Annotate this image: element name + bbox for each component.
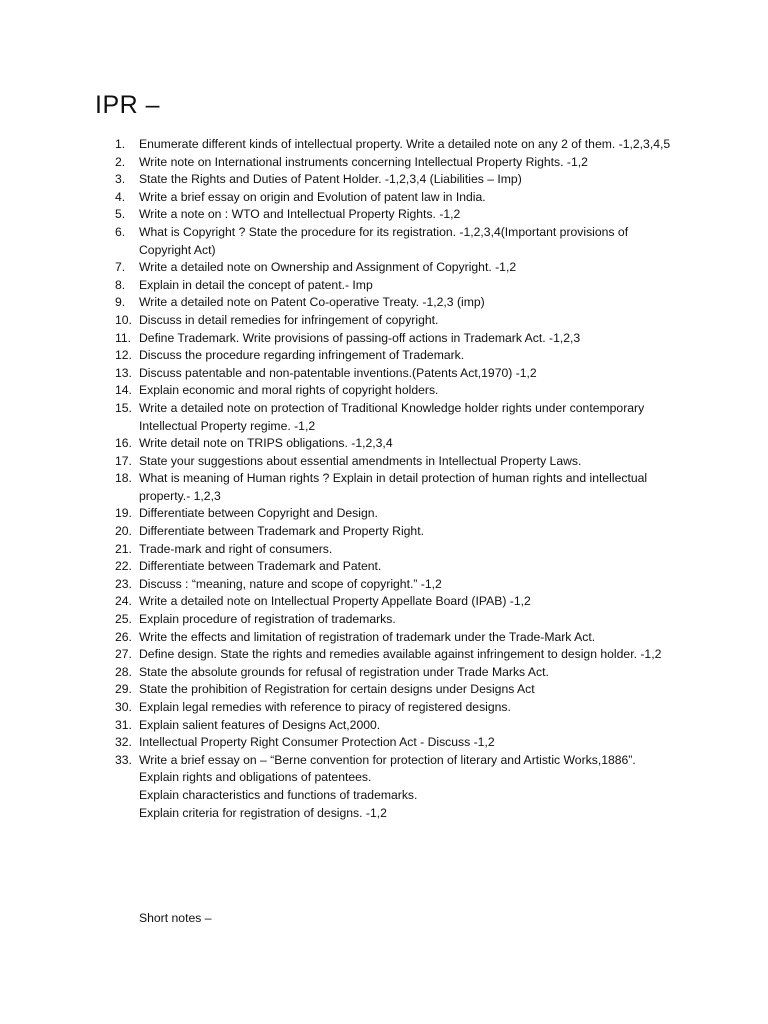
question-text: Explain in detail the concept of patent.- Imp — [139, 277, 373, 292]
question-item — [0, 400, 768, 435]
question-text: Define design. State the rights and remedies available against infringement to design holder. -1,2 — [139, 647, 662, 662]
question-text: Differentiate between Trademark and Property Right. — [139, 524, 424, 539]
question-number: 30. — [115, 700, 132, 714]
question-number: 11. — [115, 330, 132, 345]
question-item — [0, 171, 768, 189]
question-number: 12. — [115, 348, 132, 363]
question-text: Explain procedure of registration of trademarks. — [139, 612, 396, 627]
question-text: Discuss patentable and non-patentable inventions.(Patents Act,1970) -1,2 — [139, 365, 537, 380]
question-text: State the prohibition of Registration for certain designs under Designs Act — [139, 682, 535, 697]
question-number: 7. — [115, 260, 126, 275]
question-number: 2. — [115, 154, 126, 169]
question-text: Discuss the procedure regarding infringement of Trademark. — [139, 348, 465, 363]
question-item — [0, 136, 768, 154]
question-item — [0, 505, 768, 523]
question-text: Write a detailed note on Ownership and Assignment of Copyright. -1,2 — [139, 260, 517, 275]
question-item — [0, 259, 768, 277]
question-text: Explain salient features of Designs Act,2000. — [139, 717, 381, 732]
question-number: 15. — [115, 400, 132, 415]
question-number: 10. — [115, 312, 132, 327]
question-text: Write a detailed note on protection of Traditional Knowledge holder rights under contemporary Intellectual Property regime. -1,2 — [139, 400, 645, 433]
question-item — [0, 541, 768, 559]
question-item — [0, 470, 768, 505]
question-number: 22. — [115, 559, 132, 574]
question-text: Write a note on : WTO and Intellectual Property Rights. -1,2 — [139, 207, 461, 222]
question-text: Explain legal remedies with reference to piracy of registered designs. — [139, 700, 511, 714]
unnumbered-question: Explain characteristics and functions of trademarks. — [139, 787, 418, 802]
question-text: What is meaning of Human rights ? Explain in detail protection of human rights and intellectual property.- 1,2,3 — [139, 471, 648, 503]
question-number: 31. — [115, 717, 132, 732]
question-item — [0, 646, 768, 664]
question-number: 13. — [115, 365, 132, 380]
question-text: Explain economic and moral rights of copyright holders. — [139, 383, 439, 398]
question-text: Discuss : “meaning, nature and scope of copyright.” -1,2 — [139, 576, 442, 591]
question-item — [0, 330, 768, 348]
question-text: Write note on International instruments concerning Intellectual Property Rights. -1,2 — [139, 154, 588, 169]
question-text: Write detail note on TRIPS obligations. -1,2,3,4 — [139, 436, 393, 451]
question-item — [0, 312, 768, 330]
question-text: Enumerate different kinds of intellectual property. Write a detailed note on any 2 of them. -1,2,3,4,5 — [139, 137, 671, 151]
question-text: Differentiate between Copyright and Design. — [139, 506, 378, 521]
question-number: 19. — [115, 506, 132, 521]
question-item — [0, 277, 768, 295]
question-number: 16. — [115, 436, 132, 451]
question-item — [0, 189, 768, 207]
question-number: 9. — [115, 295, 126, 310]
question-text: Define Trademark. Write provisions of passing-off actions in Trademark Act. -1,2,3 — [139, 330, 581, 345]
question-item — [0, 752, 768, 770]
question-text: Discuss in detail remedies for infringement of copyright. — [139, 312, 439, 327]
question-text: State the absolute grounds for refusal of registration under Trade Marks Act. — [139, 664, 549, 679]
question-number: 29. — [115, 682, 132, 697]
question-number: 17. — [115, 453, 132, 468]
question-number: 1. — [115, 137, 126, 151]
question-number: 3. — [115, 172, 126, 187]
question-item — [0, 347, 768, 365]
question-item — [0, 681, 768, 699]
question-number: 28. — [115, 664, 132, 679]
question-text: Intellectual Property Right Consumer Protection Act - Discuss -1,2 — [139, 735, 495, 750]
question-item — [0, 154, 768, 172]
question-number: 18. — [115, 471, 132, 486]
question-number: 20. — [115, 524, 132, 539]
question-item — [0, 699, 768, 717]
question-item — [0, 734, 768, 752]
question-number: 27. — [115, 647, 132, 662]
question-item — [0, 558, 768, 576]
short-notes-heading: Short notes – — [139, 911, 212, 925]
question-number: 23. — [115, 576, 132, 591]
question-number: 5. — [115, 207, 126, 222]
question-item — [0, 365, 768, 383]
question-text: State the Rights and Duties of Patent Holder. -1,2,3,4 (Liabilities – Imp) — [139, 172, 522, 187]
question-item — [0, 576, 768, 594]
question-number: 25. — [115, 612, 132, 627]
unnumbered-question: Explain criteria for registration of designs. -1,2 — [139, 805, 387, 820]
question-item — [0, 629, 768, 647]
question-text: Write a detailed note on Intellectual Property Appellate Board (IPAB) -1,2 — [139, 594, 531, 609]
page-title: IPR – — [95, 91, 161, 119]
question-text: Write a detailed note on Patent Co-operative Treaty. -1,2,3 (imp) — [139, 295, 485, 310]
question-text: State your suggestions about essential amendments in Intellectual Property Laws. — [139, 453, 582, 468]
question-text: Write a brief essay on – “Berne convention for protection of literary and Artistic Works,1886”. — [139, 752, 636, 767]
question-item — [0, 435, 768, 453]
question-number: 33. — [115, 752, 132, 767]
question-item — [0, 294, 768, 312]
question-text: Write a brief essay on origin and Evolution of patent law in India. — [139, 189, 486, 204]
question-item — [0, 453, 768, 471]
question-item — [0, 224, 768, 259]
question-item — [0, 664, 768, 682]
question-text: Trade-mark and right of consumers. — [139, 541, 333, 556]
question-item — [0, 523, 768, 541]
unnumbered-question: Explain rights and obligations of patentees. — [139, 770, 372, 785]
question-number: 26. — [115, 629, 132, 644]
question-number: 4. — [115, 189, 126, 204]
question-number: 6. — [115, 224, 126, 239]
question-item — [0, 593, 768, 611]
question-text: Write the effects and limitation of registration of trademark under the Trade-Mark Act. — [139, 629, 596, 644]
question-item — [0, 717, 768, 735]
question-item — [0, 206, 768, 224]
question-item — [0, 611, 768, 629]
question-number: 14. — [115, 383, 132, 398]
question-text: Differentiate between Trademark and Patent. — [139, 559, 382, 574]
question-item — [0, 382, 768, 400]
question-number: 32. — [115, 735, 132, 750]
question-number: 21. — [115, 541, 132, 556]
question-list — [0, 136, 768, 822]
question-number: 24. — [115, 594, 132, 609]
question-number: 8. — [115, 277, 126, 292]
question-text: What is Copyright ? State the procedure for its registration. -1,2,3,4(Important provisions of Copyright Act) — [139, 224, 629, 257]
